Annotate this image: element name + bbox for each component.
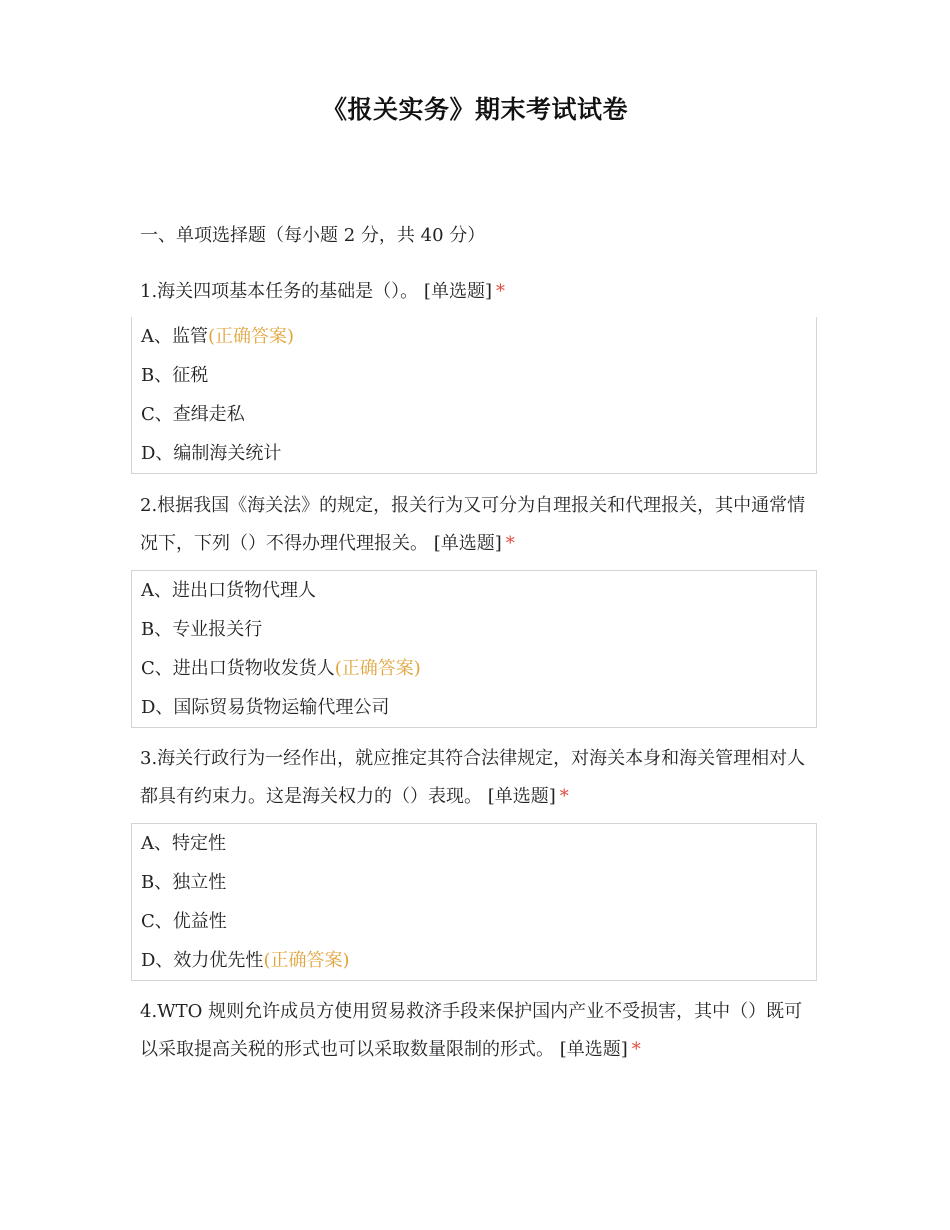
options-box-1 [131, 317, 817, 474]
option-label: D、编制海关统计 [141, 443, 282, 464]
correct-answer-label: (正确答案) [208, 326, 295, 347]
option-label: C、查缉走私 [141, 404, 245, 425]
option-label: A、进出口货物代理人 [141, 580, 316, 601]
option-label: B、专业报关行 [141, 619, 263, 640]
option-label: C、进出口货物收发货人 [141, 658, 335, 679]
question-text: 3.海关行政行为一经作出，就应推定其符合法律规定，对海关本身和海关管理相对人都具有约束力。这是海关权力的（）表现。 [140, 748, 806, 807]
required-mark: * [495, 281, 505, 302]
option-a[interactable] [132, 571, 816, 610]
option-label: A、特定性 [141, 833, 226, 854]
option-label: B、征税 [141, 365, 209, 386]
question-text: 4.WTO 规则允许成员方使用贸易救济手段来保护国内产业不受损害，其中（）既可以采取提高关税的形式也可以采取数量限制的形式。 [140, 1001, 803, 1060]
options-box-3 [131, 823, 817, 981]
question-text: 2.根据我国《海关法》的规定，报关行为又可分为自理报关和代理报关，其中通常情况下，下列（）不得办理代理报关。 [140, 495, 806, 554]
question-type-label: [单选题] [487, 786, 556, 807]
option-d[interactable] [132, 434, 816, 473]
option-d[interactable] [132, 688, 816, 727]
required-mark: * [631, 1039, 641, 1060]
option-a[interactable] [132, 824, 816, 863]
option-c[interactable] [132, 395, 816, 434]
required-mark: * [505, 533, 515, 554]
required-mark: * [559, 786, 569, 807]
option-c[interactable] [132, 649, 816, 688]
question-1 [140, 273, 812, 311]
question-text: 1.海关四项基本任务的基础是（）。 [140, 281, 419, 302]
options-box-2 [131, 570, 817, 728]
option-label: D、效力优先性 [141, 950, 264, 971]
page-title: 《报关实务》期末考试试卷 [321, 95, 628, 124]
question-type-label: [单选题] [559, 1039, 628, 1060]
option-c[interactable] [132, 902, 816, 941]
question-3 [140, 740, 812, 816]
option-label: C、优益性 [141, 911, 227, 932]
correct-answer-label: (正确答案) [263, 950, 350, 971]
option-label: A、监管 [141, 326, 208, 347]
correct-answer-label: (正确答案) [334, 658, 421, 679]
option-d[interactable] [132, 941, 816, 980]
option-b[interactable] [132, 863, 816, 902]
option-b[interactable] [132, 356, 816, 395]
option-b[interactable] [132, 610, 816, 649]
option-label: B、独立性 [141, 872, 227, 893]
option-label: D、国际贸易货物运输代理公司 [141, 697, 390, 718]
question-type-label: [单选题] [423, 281, 492, 302]
question-2 [140, 487, 812, 563]
question-4 [140, 993, 812, 1069]
option-a[interactable] [132, 317, 816, 356]
question-type-label: [单选题] [433, 533, 502, 554]
section-heading: 一、单项选择题（每小题 2 分，共 40 分） [140, 225, 486, 246]
